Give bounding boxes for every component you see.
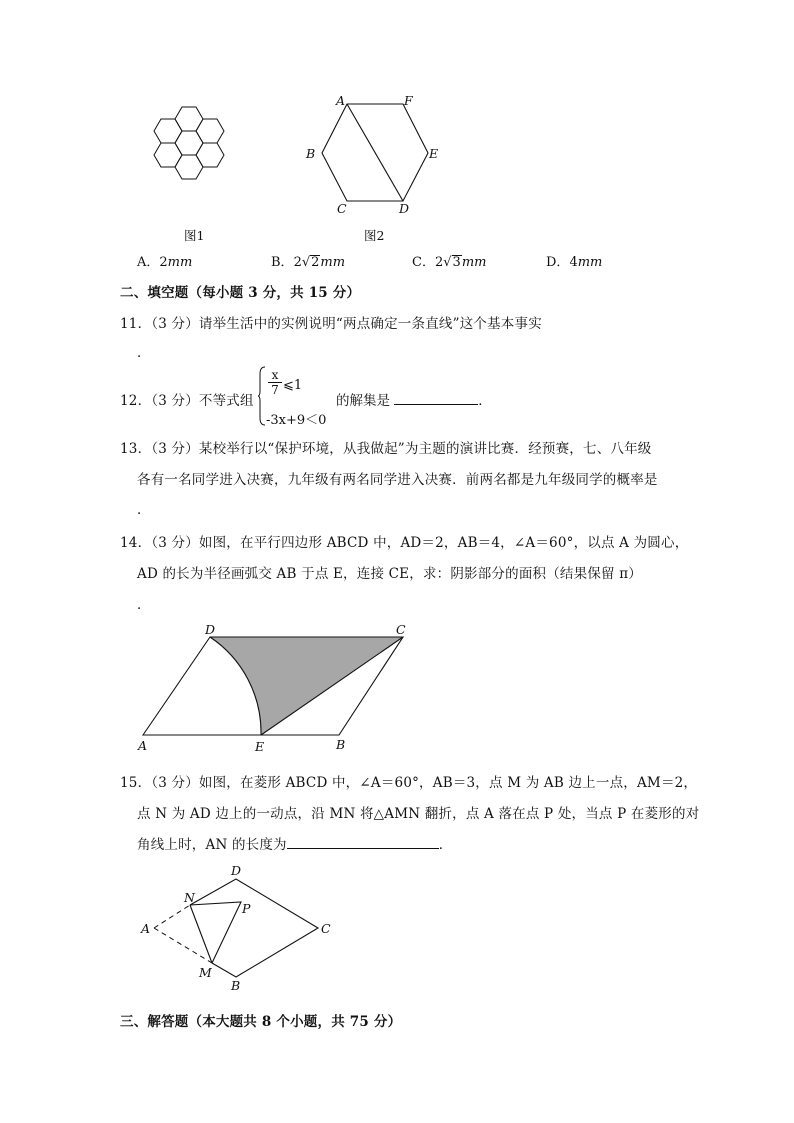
q13-line-2: 各有一名同学进入决赛，九年级有两名同学进入决赛．前两名都是九年级同学的概率是: [137, 472, 658, 488]
option-c: C．2√3mm: [412, 255, 487, 270]
q12-suffix: 的解集是 ．: [336, 393, 492, 409]
section-3-title: 三、解答题（本大题共 8 个小题，共 75 分）: [120, 1014, 402, 1030]
fig14-label-c: C: [396, 622, 406, 637]
figure-1-caption: 图1: [184, 228, 205, 243]
section-2-title: 二、填空题（每小题 3 分，共 15 分）: [120, 285, 361, 301]
q14-line-2: AD 的长为半径画弧交 AB 于点 E，连接 CE，求：阴影部分的面积（结果保留 π）: [137, 566, 643, 582]
fig2-label-b: B: [306, 146, 316, 161]
q11-line-2: ．: [137, 345, 151, 361]
q13-line-1: 13．（3 分）某校举行以“保护环境，从我做起”为主题的演讲比赛．经预赛，七、八年级: [120, 441, 652, 457]
fig15-label-n: N: [184, 890, 195, 905]
fig15-label-m: M: [199, 965, 212, 980]
option-d: D．4mm: [546, 255, 603, 270]
q15-answer-blank[interactable]: [287, 848, 439, 849]
q12-brace: [258, 366, 266, 426]
fig2-label-c: C: [337, 201, 347, 216]
fig2-label-f: F: [404, 93, 413, 108]
fig14-label-d: D: [205, 622, 216, 637]
fig2-label-e: E: [429, 146, 439, 161]
q15-line-2: 点 N 为 AD 边上的一动点，沿 MN 将△AMN 翻折，点 A 落在点 P 处，当点 P 在菱形的对: [137, 806, 700, 822]
option-a: A．2mm: [137, 255, 193, 270]
q15-line-3: 角线上时，AN 的长度为 ．: [137, 837, 453, 853]
figure-2-caption: 图2: [364, 228, 385, 243]
figure-14-parallelogram: [130, 615, 420, 755]
fig2-label-d: D: [399, 201, 410, 216]
figure-2-hexagon: [300, 90, 450, 220]
q12-ineq-2: -3x+9＜0: [266, 413, 327, 428]
fig15-label-p: P: [242, 901, 251, 916]
fig14-label-a: A: [138, 738, 148, 753]
q14-line-1: 14．（3 分）如图，在平行四边形 ABCD 中，AD＝2，AB＝4，∠A＝60°，以点 A 为圆心，: [120, 535, 689, 551]
q14-line-3: ．: [137, 597, 151, 613]
figure-1-honeycomb: [130, 100, 240, 195]
fig15-label-a: A: [141, 921, 151, 936]
fig14-label-b: B: [336, 737, 346, 752]
q12-fraction: x 7: [268, 368, 282, 397]
q12-ineq-1: ⩽1: [283, 378, 303, 393]
q12-answer-blank[interactable]: [394, 404, 478, 405]
q13-line-3: ．: [137, 502, 151, 518]
q15-line-1: 15．（3 分）如图，在菱形 ABCD 中，∠A＝60°，AB＝3，点 M 为 AB 边上一点，AM＝2，: [120, 775, 698, 791]
q12-prefix: 12．（3 分）不等式组: [120, 393, 254, 409]
fig15-label-d: D: [231, 863, 242, 878]
q11-line-1: 11．（3 分）请举生活中的实例说明“两点确定一条直线”这个基本事实: [120, 316, 542, 332]
fig15-label-b: B: [231, 978, 241, 992]
fig15-label-c: C: [321, 921, 331, 936]
fig2-label-a: A: [336, 93, 346, 108]
shaded-region: [210, 637, 403, 735]
fig14-label-e: E: [255, 739, 265, 754]
figure-15-rhombus: [135, 862, 345, 992]
option-b: B．2√2mm: [271, 255, 346, 270]
